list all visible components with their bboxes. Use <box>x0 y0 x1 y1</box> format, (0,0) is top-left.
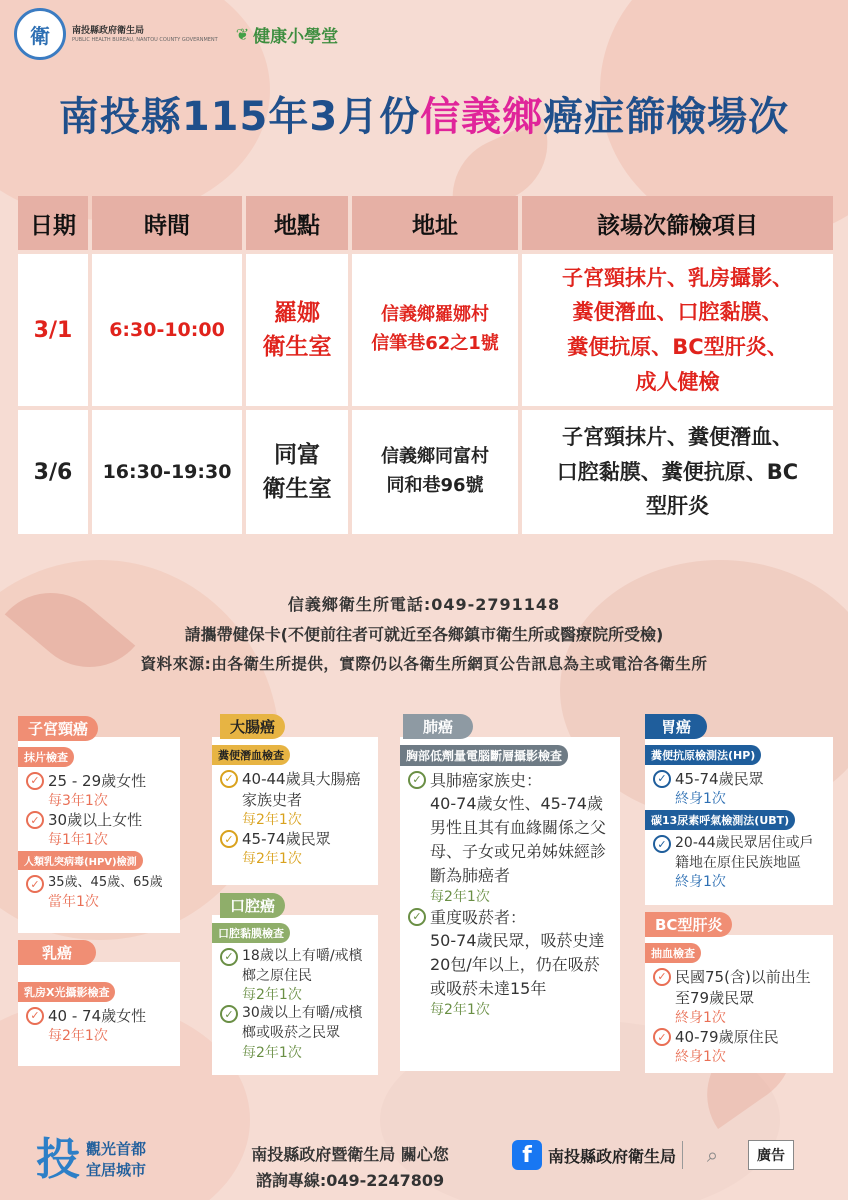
check-icon: ✓ <box>220 830 238 848</box>
colon-exam-pill: 糞便潛血檢查 <box>212 745 290 765</box>
cell-addr: 信義鄉同富村 同和巷96號 <box>352 410 518 534</box>
search-icon[interactable]: ⌕ <box>682 1141 742 1169</box>
cell-date: 3/6 <box>18 410 88 534</box>
facebook-page[interactable] <box>512 1140 794 1170</box>
check-icon: ✓ <box>653 1028 671 1046</box>
pap-pill: 抹片檢查 <box>18 747 74 767</box>
colon-title: 大腸癌 <box>220 714 285 739</box>
footer-care: 南投縣政府暨衛生局 關心您 諮詢專線:049-2247809 <box>251 1145 449 1190</box>
card-info: 請攜帶健保卡(不便前往者可就近至各鄉鎮市衛生所或醫療院所受檢) <box>184 625 664 644</box>
tourism-logo: 投 觀光首都 宜居城市 <box>36 1134 147 1185</box>
check-icon: ✓ <box>220 770 238 788</box>
title-highlight: 信義鄉 <box>420 94 544 140</box>
cell-time: 16:30-19:30 <box>92 410 242 534</box>
phone-info: 信義鄉衛生所電話:049-2791148 <box>287 595 561 614</box>
check-icon: ✓ <box>653 770 671 788</box>
cell-place: 同富 衛生室 <box>246 410 348 534</box>
hp-pill: 糞便抗原檢測法(HP) <box>645 745 761 765</box>
org-sub: PUBLIC HEALTH BUREAU, NANTOU COUNTY GOVERNMENT <box>72 37 218 44</box>
schedule-table <box>14 192 837 538</box>
blood-pill: 抽血檢查 <box>645 943 701 963</box>
th-items: 該場次篩檢項目 <box>522 196 833 250</box>
header-logo <box>14 8 338 60</box>
bureau-seal-icon: 衛 <box>14 8 66 60</box>
check-icon: ✓ <box>26 772 44 790</box>
oral-exam-pill: 口腔黏膜檢查 <box>212 923 290 943</box>
stomach-title: 胃癌 <box>645 714 707 739</box>
breast-exam-pill: 乳房X光攝影檢查 <box>18 982 115 1002</box>
org-name: 南投縣政府衛生局 <box>72 25 145 36</box>
oral-card: 口腔黏膜檢查 ✓ 18歲以上有嚼/戒檳榔之原住民 每2年1次 ✓ 30歲以上有嚼/戒檳榔或吸菸之民眾 每2年1次 <box>212 915 378 1075</box>
table-header-row <box>18 196 833 250</box>
check-icon: ✓ <box>653 835 671 853</box>
th-time: 時間 <box>92 196 242 250</box>
breast-title: 乳癌 <box>18 940 96 965</box>
cell-addr: 信義鄉羅娜村 信筆巷62之1號 <box>352 254 518 406</box>
check-icon: ✓ <box>408 908 426 926</box>
check-icon: ✓ <box>26 811 44 829</box>
hep-card: 抽血檢查 ✓ 民國75(含)以前出生至79歲民眾 終身1次 ✓ 40-79歲原住民 終身1次 <box>645 935 833 1073</box>
cell-date: 3/1 <box>18 254 88 406</box>
fb-page-name: 南投縣政府衛生局 <box>548 1146 677 1166</box>
ubt-pill: 碳13尿素呼氣檢測法(UBT) <box>645 810 795 830</box>
cell-items: 子宮頸抹片、乳房攝影、 糞便潛血、口腔黏膜、 糞便抗原、BC型肝炎、 成人健檢 <box>522 254 833 406</box>
lung-card: 胸部低劑量電腦斷層攝影檢查 ✓ 具肺癌家族史： 40-74歲女性、45-74歲男性且其有血緣關係之父母、子女或兄弟姊妹經診斷為肺癌者 每2年1次 ✓ 重度吸菸者： 50-74歲民眾，吸菸史達20包/年以上，仍在吸菸或吸菸未達15年 每2年1次 <box>400 737 620 1071</box>
cervical-card: 抹片檢查 ✓ 25 - 29歲女性 每3年1次 ✓ 30歲以上女性 每1年1次 人類乳突病毒(HPV)檢測 ✓ 35歲、45歲、65歲 當年1次 <box>18 737 180 933</box>
table-row <box>18 410 833 534</box>
th-place: 地點 <box>246 196 348 250</box>
th-date: 日期 <box>18 196 88 250</box>
oral-title: 口腔癌 <box>220 893 285 918</box>
page-title: 南投縣115年3月份信義鄉癌症篩檢場次 <box>58 94 790 140</box>
facebook-icon: f <box>512 1140 542 1170</box>
check-icon: ✓ <box>408 771 426 789</box>
check-icon: ✓ <box>26 875 44 893</box>
cervical-title: 子宮頸癌 <box>18 716 98 741</box>
check-icon: ✓ <box>220 1005 238 1023</box>
check-icon: ✓ <box>26 1007 44 1025</box>
source-info: 資料來源:由各衛生所提供，實際仍以各衛生所網頁公告訊息為主或電洽各衛生所 <box>140 655 708 673</box>
ad-badge: 廣告 <box>748 1140 794 1170</box>
lung-exam-pill: 胸部低劑量電腦斷層攝影檢查 <box>400 745 568 766</box>
check-icon: ✓ <box>220 948 238 966</box>
cell-place: 羅娜 衛生室 <box>246 254 348 406</box>
colon-card: 糞便潛血檢查 ✓ 40-44歲具大腸癌家族史者 每2年1次 ✓ 45-74歲民眾 每2年1次 <box>212 737 378 885</box>
health-school: ❦ 健康小學堂 <box>235 24 339 47</box>
cell-items: 子宮頸抹片、糞便潛血、 口腔黏膜、糞便抗原、BC 型肝炎 <box>522 410 833 534</box>
th-addr: 地址 <box>352 196 518 250</box>
footer <box>0 1130 848 1200</box>
table-row <box>18 254 833 406</box>
hpv-pill: 人類乳突病毒(HPV)檢測 <box>18 851 143 870</box>
breast-card: 乳房X光攝影檢查 ✓ 40 - 74歲女性 每2年1次 <box>18 962 180 1066</box>
hep-title: BC型肝炎 <box>645 912 732 937</box>
heart-leaf-icon: ❦ <box>235 24 250 44</box>
lung-title: 肺癌 <box>403 714 473 739</box>
stomach-card: 糞便抗原檢測法(HP) ✓ 45-74歲民眾 終身1次 碳13尿素呼氣檢測法(UBT) ✓ 20-44歲民眾居住或戶籍地在原住民族地區 終身1次 <box>645 737 833 905</box>
cell-time: 6:30-10:00 <box>92 254 242 406</box>
check-icon: ✓ <box>653 968 671 986</box>
